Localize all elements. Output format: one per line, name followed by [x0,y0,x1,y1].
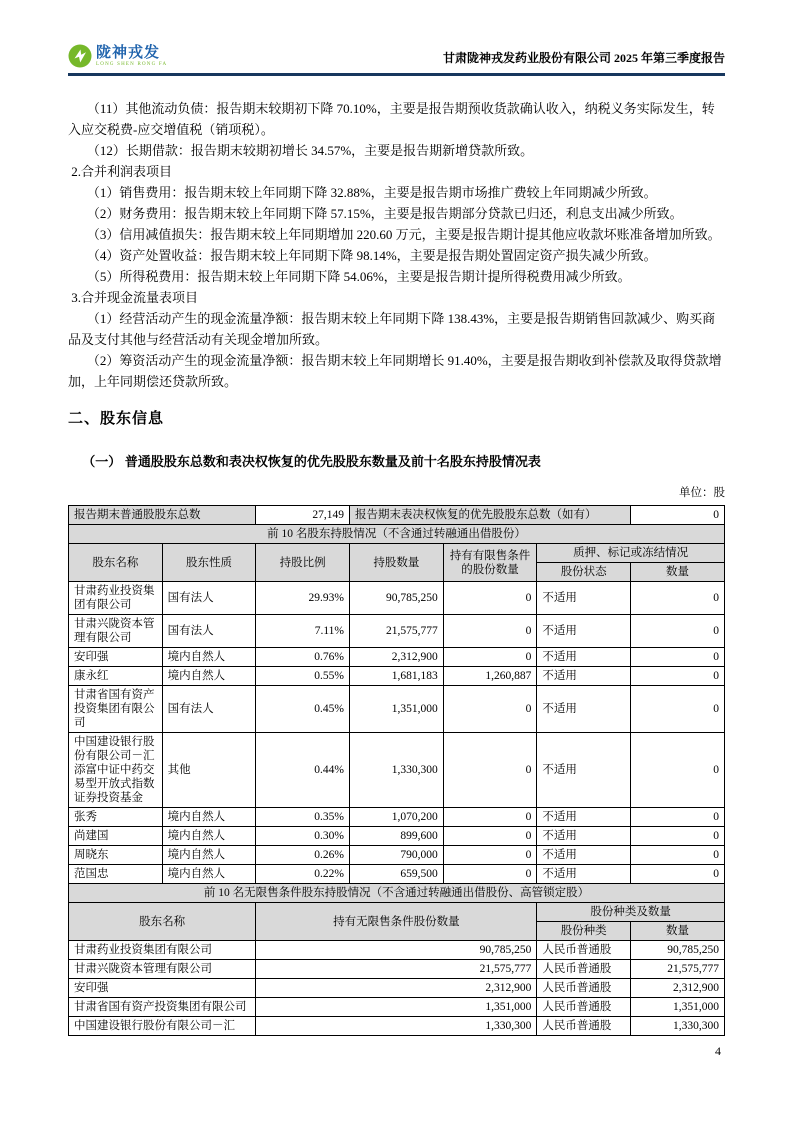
summary-label-preferred: 报告期末表决权恢复的优先股股东总数（如有） [350,506,631,525]
holder-nature: 境内自然人 [162,808,256,827]
holder-restricted: 0 [443,808,537,827]
holder-nature: 境内自然人 [162,846,256,865]
share-type: 人民币普通股 [537,998,631,1017]
holder-pledge-qty: 0 [631,582,725,615]
holder-nature: 其他 [162,733,256,808]
holder-shares: 90,785,250 [350,582,444,615]
col-header-pledge-status: 股份状态 [537,563,631,582]
holder-pledge-status: 不适用 [537,865,631,884]
holder-name: 中国建设银行股份有限公司－汇添富中证中药交易型开放式指数证券投资基金 [69,733,163,808]
holder-name: 尚建国 [69,827,163,846]
col-header-name2: 股东名称 [69,903,256,941]
holder-name: 范国忠 [69,865,163,884]
holder-name: 甘肃省国有资产投资集团有限公司 [69,686,163,733]
share-qty: 1,330,300 [631,1017,725,1036]
brand-text [96,45,167,67]
holder-pledge-status: 不适用 [537,733,631,808]
holder-shares: 1,070,200 [350,808,444,827]
col-header-share-type-group: 股份种类及数量 [537,903,725,922]
holder-nature: 境内自然人 [162,865,256,884]
unrestricted-holder-row [69,1017,725,1036]
holder-name: 甘肃兴陇资本管理有限公司 [69,615,163,648]
paragraph: 2.合并利润表项目 [71,164,173,179]
holder-pledge-status: 不适用 [537,615,631,648]
holder-name: 甘肃药业投资集团有限公司 [69,941,256,960]
holder-shares: 1,351,000 [350,686,444,733]
paragraph: （3）信用减值损失：报告期末较上年同期增加 220.60 万元，主要是报告期计提其他应收款坏账准备增加所致。 [86,227,721,242]
share-qty: 21,575,777 [631,960,725,979]
holder-shares: 659,500 [350,865,444,884]
holder-nature: 境内自然人 [162,648,256,667]
holder-row [69,733,725,808]
holder-row [69,846,725,865]
holder-ratio: 0.76% [256,648,350,667]
unrestricted-holder-row [69,960,725,979]
col-header-unrestricted-shares: 持有无限售条件股份数量 [256,903,537,941]
table-section-title-unrestricted: 前 10 名无限售条件股东持股情况（不含通过转融通出借股份、高管锁定股） [69,884,725,903]
holder-name: 中国建设银行股份有限公司－汇 [69,1017,256,1036]
shareholder-table [68,505,725,1036]
company-logo [68,44,167,68]
brand-name: 陇神戎发 [96,44,161,61]
holder-restricted: 0 [443,846,537,865]
holder-pledge-status: 不适用 [537,827,631,846]
holder-pledge-qty: 0 [631,686,725,733]
col-header-share-type: 股份种类 [537,922,631,941]
holder-pledge-status: 不适用 [537,667,631,686]
share-qty: 2,312,900 [631,979,725,998]
holder-name: 甘肃兴陇资本管理有限公司 [69,960,256,979]
holder-ratio: 29.93% [256,582,350,615]
holder-restricted: 0 [443,648,537,667]
holder-ratio: 0.44% [256,733,350,808]
holder-row [69,582,725,615]
holder-name: 张秀 [69,808,163,827]
holder-shares: 1,681,183 [350,667,444,686]
holder-pledge-status: 不适用 [537,686,631,733]
holder-nature: 国有法人 [162,686,256,733]
summary-label-common: 报告期末普通股股东总数 [69,506,256,525]
holder-pledge-status: 不适用 [537,648,631,667]
table-section-row [69,525,725,544]
holder-unrestricted-shares: 2,312,900 [256,979,537,998]
table-section-row [69,884,725,903]
paragraph: 3.合并现金流量表项目 [71,290,199,305]
report-header [68,0,725,68]
holder-name: 康永红 [69,667,163,686]
holder-pledge-qty: 0 [631,615,725,648]
holder-unrestricted-shares: 90,785,250 [256,941,537,960]
col-header-pledge-qty: 数量 [631,563,725,582]
holder-shares: 899,600 [350,827,444,846]
holder-unrestricted-shares: 21,575,777 [256,960,537,979]
paragraph: （1）销售费用：报告期末较上年同期下降 32.88%，主要是报告期市场推广费较上年同期减少所致。 [86,185,657,200]
share-type: 人民币普通股 [537,941,631,960]
holder-ratio: 7.11% [256,615,350,648]
share-type: 人民币普通股 [537,979,631,998]
holder-pledge-qty: 0 [631,733,725,808]
col-header-pledge-group: 质押、标记或冻结情况 [537,544,725,563]
holder-restricted: 0 [443,615,537,648]
holder-shares: 790,000 [350,846,444,865]
holder-name: 安印强 [69,979,256,998]
holder-restricted: 0 [443,827,537,846]
holder-unrestricted-shares: 1,351,000 [256,998,537,1017]
paragraph: （2）财务费用：报告期末较上年同期下降 57.15%，主要是报告期部分贷款已归还，利息支出减少所致。 [86,206,683,221]
holder-nature: 国有法人 [162,582,256,615]
holder-pledge-qty: 0 [631,846,725,865]
holder-row [69,615,725,648]
holder-ratio: 0.30% [256,827,350,846]
holder-row [69,808,725,827]
summary-value-common: 27,149 [256,506,350,525]
holder-name: 甘肃省国有资产投资集团有限公司 [69,998,256,1017]
subsection-heading: （一） 普通股股东总数和表决权恢复的优先股股东数量及前十名股东持股情况表 [82,454,541,469]
holder-pledge-qty: 0 [631,827,725,846]
paragraph: （4）资产处置收益：报告期末较上年同期下降 98.14%，主要是报告期处置固定资产损失减少所致。 [86,248,657,263]
summary-value-preferred: 0 [631,506,725,525]
holder-name: 甘肃药业投资集团有限公司 [69,582,163,615]
holder-pledge-status: 不适用 [537,808,631,827]
report-title: 甘肃陇神戎发药业股份有限公司 2025 年第三季度报告 [442,51,725,65]
holder-nature: 境内自然人 [162,827,256,846]
holder-pledge-qty: 0 [631,667,725,686]
header-row [69,903,725,922]
col-header-share-qty: 数量 [631,922,725,941]
holder-ratio: 0.22% [256,865,350,884]
col-header-name: 股东名称 [69,544,163,582]
share-type: 人民币普通股 [537,1017,631,1036]
col-header-restricted: 持有有限售条件的股份数量 [443,544,537,582]
holder-restricted: 0 [443,686,537,733]
paragraph: （5）所得税费用：报告期末较上年同期下降 54.06%，主要是报告期计提所得税费用减少所致。 [86,269,631,284]
paragraph: （12）长期借款：报告期末较期初增长 34.57%，主要是报告期新增贷款所致。 [86,143,534,158]
logo-bird-icon [68,44,92,68]
holder-shares: 21,575,777 [350,615,444,648]
holder-name: 周晓东 [69,846,163,865]
paragraph: （11）其他流动负债：报告期末较期初下降 70.10%，主要是报告期预收货款确认收入，纳税义务实际发生，转入应交税费-应交增值税（销项税）。 [68,101,715,137]
body-text [68,98,725,392]
holder-row [69,827,725,846]
holder-row [69,667,725,686]
unit-label: 单位：股 [679,487,725,499]
holder-pledge-qty: 0 [631,648,725,667]
holder-ratio: 0.55% [256,667,350,686]
header-rule [68,73,725,76]
col-header-shares: 持股数量 [350,544,444,582]
col-header-ratio: 持股比例 [256,544,350,582]
holder-shares: 2,312,900 [350,648,444,667]
holder-restricted: 0 [443,582,537,615]
paragraph: （2）筹资活动产生的现金流量净额：报告期末较上年同期增长 91.40%，主要是报告期收到补偿款及取得贷款增加，上年同期偿还贷款所致。 [68,353,722,389]
holder-restricted: 1,260,887 [443,667,537,686]
summary-row [69,506,725,525]
holder-restricted: 0 [443,865,537,884]
holder-shares: 1,330,300 [350,733,444,808]
holder-row [69,648,725,667]
holder-unrestricted-shares: 1,330,300 [256,1017,537,1036]
holder-restricted: 0 [443,733,537,808]
holder-pledge-qty: 0 [631,865,725,884]
share-qty: 90,785,250 [631,941,725,960]
holder-pledge-qty: 0 [631,808,725,827]
table-section-title-top10: 前 10 名股东持股情况（不含通过转融通出借股份） [69,525,725,544]
paragraph: （1）经营活动产生的现金流量净额：报告期末较上年同期下降 138.43%，主要是报告期销售回款减少、购买商品及支付其他与经营活动有关现金增加所致。 [68,311,716,347]
header-row [69,544,725,563]
unrestricted-holder-row [69,941,725,960]
unrestricted-holder-row [69,979,725,998]
holder-name: 安印强 [69,648,163,667]
col-header-nature: 股东性质 [162,544,256,582]
holder-nature: 境内自然人 [162,667,256,686]
page-number: 4 [715,1044,721,1058]
holder-row [69,865,725,884]
holder-row [69,686,725,733]
holder-ratio: 0.35% [256,808,350,827]
share-type: 人民币普通股 [537,960,631,979]
holder-ratio: 0.26% [256,846,350,865]
section-heading: 二、股东信息 [68,410,165,427]
brand-tagline: LONG SHEN RONG FA [96,62,168,67]
holder-nature: 国有法人 [162,615,256,648]
unrestricted-holder-row [69,998,725,1017]
holder-pledge-status: 不适用 [537,582,631,615]
holder-pledge-status: 不适用 [537,846,631,865]
holder-ratio: 0.45% [256,686,350,733]
share-qty: 1,351,000 [631,998,725,1017]
